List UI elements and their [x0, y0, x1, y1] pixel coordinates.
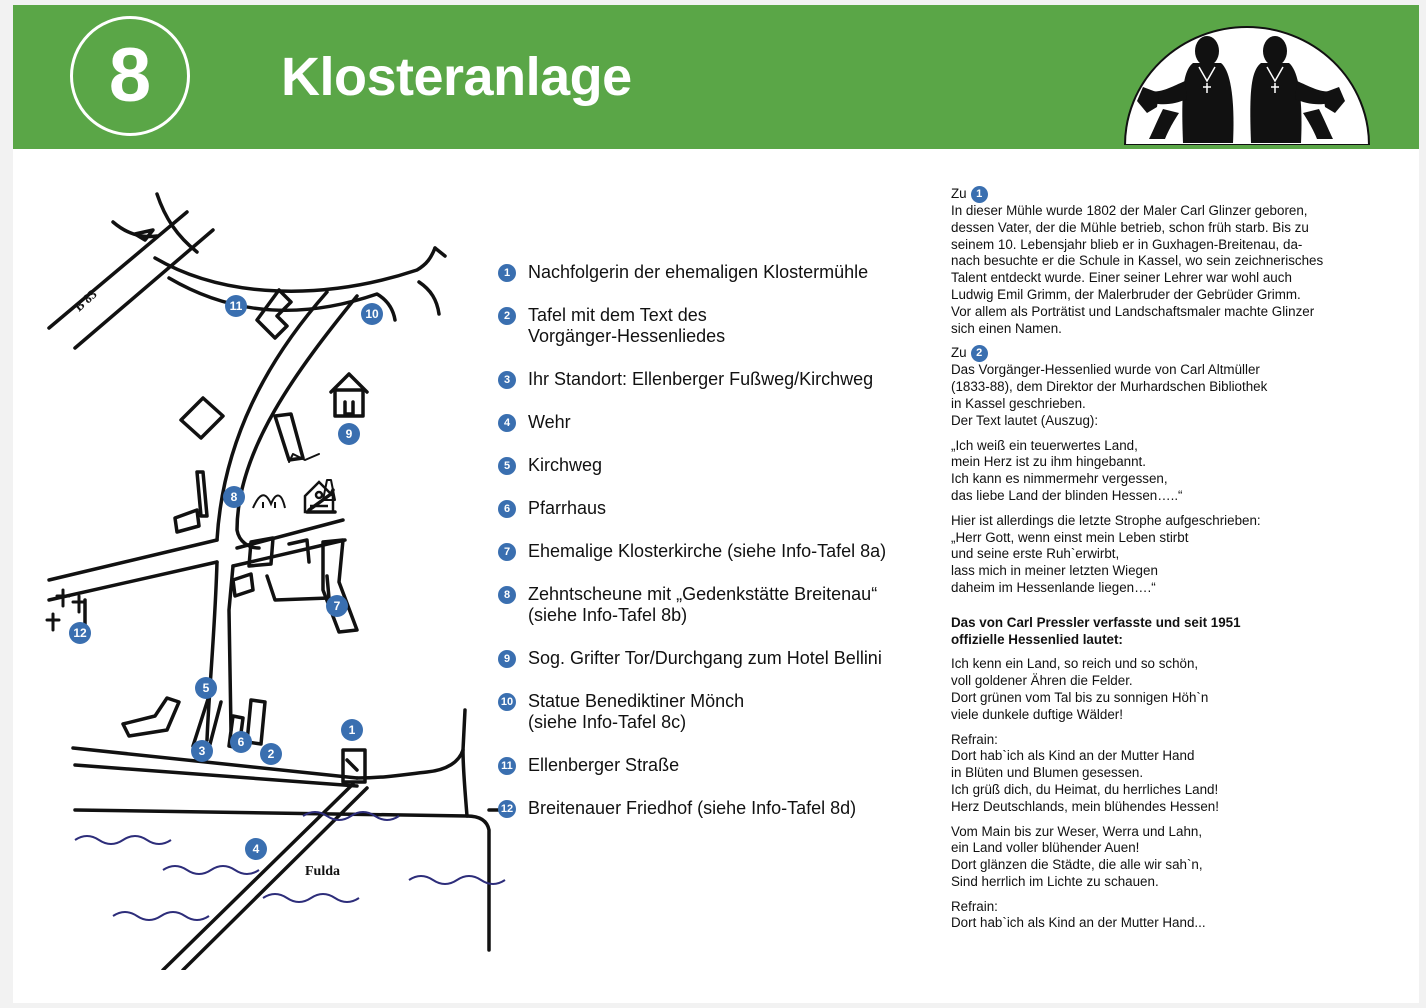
pressler-stanza-1: Ich kenn ein Land, so reich und so schön, voll goldener Ähren die Felder. Dort grünen vom Tal bis zu sonnigen Höh`n viele dunkele duftige Wälder!	[951, 656, 1209, 722]
legend-badge: 5	[498, 457, 516, 475]
legend-item: 10 Statue Benediktiner Mönch (siehe Info-Tafel 8c)	[498, 691, 948, 733]
legend-item: 11 Ellenberger Straße	[498, 755, 948, 776]
section-zu2-verse2: Hier ist allerdings die letzte Strophe aufgeschrieben: „Herr Gott, wenn einst mein Leben stirbt und seine erste Ruh`erwirbt, lass mich in meiner letzten Wiegen daheim im Hessenlande liegen….“	[951, 512, 1261, 595]
legend-badge: 12	[498, 800, 516, 818]
page-title: Klosteranlage	[281, 47, 632, 107]
map-marker-3	[191, 740, 213, 762]
site-map	[27, 190, 507, 970]
map-marker-7	[326, 595, 348, 617]
legend-item: 1 Nachfolgerin der ehemaligen Klostermühle	[498, 262, 948, 283]
pressler-stanza-2: Vom Main bis zur Weser, Werra und Lahn, ein Land voller blühender Auen! Dort glänzen die Städte, die alle wir sah`n, Sind herrlich im Lichte zu schauen.	[951, 823, 1203, 889]
legend-badge: 7	[498, 543, 516, 561]
section-badge: 1	[971, 186, 988, 203]
map-marker-2	[260, 743, 282, 765]
legend-badge: 4	[498, 414, 516, 432]
svg-text:1: 1	[348, 723, 356, 737]
info-text	[951, 186, 1351, 932]
road-label: B 83	[70, 286, 100, 315]
legend-item: 7 Ehemalige Klosterkirche (siehe Info-Tafel 8a)	[498, 541, 948, 562]
svg-text:8: 8	[230, 490, 238, 504]
svg-text:3: 3	[198, 744, 206, 758]
header-bar	[13, 5, 1419, 149]
map-marker-10	[361, 303, 383, 325]
svg-text:4: 4	[252, 842, 260, 856]
svg-text:11: 11	[229, 299, 243, 313]
legend-item: 3 Ihr Standort: Ellenberger Fußweg/Kirchweg	[498, 369, 948, 390]
river-label: Fulda	[305, 864, 341, 879]
legend-badge: 9	[498, 650, 516, 668]
map-marker-9	[338, 423, 360, 445]
pressler-refrain-2: Refrain: Dort hab`ich als Kind an der Mutter Hand...	[951, 898, 1206, 931]
section-zu1-text: In dieser Mühle wurde 1802 der Maler Carl Glinzer geboren, dessen Vater, der die Mühle betrieb, schon früh starb. Bis zu seinem 10. Lebensjahr blieb er in Guxhagen-Breitenau, da- nach besuchte er die Schule in Kassel, wo sein zeichnerisches Talent entdeckt wurde. Einer seiner Lehrer war wohl auch Ludwig Emil Grimm, der Malerbruder der Gebrüder Grimm. Vor allem als Porträtist und Landschaftsmaler machte Glinzer sich einen Namen.	[951, 203, 1324, 336]
legend-item: 9 Sog. Grifter Tor/Durchgang zum Hotel Bellini	[498, 648, 948, 669]
legend-badge: 1	[498, 264, 516, 282]
map-marker-12	[69, 622, 91, 644]
map-marker-11	[225, 295, 247, 317]
legend-item: 8 Zehntscheune mit „Gedenkstätte Breitenau“ (siehe Info-Tafel 8b)	[498, 584, 948, 626]
svg-text:2: 2	[267, 747, 275, 761]
legend-item: 5 Kirchweg	[498, 455, 948, 476]
section-heading-zu2: Zu 2	[951, 345, 1351, 362]
pressler-heading: Das von Carl Pressler verfasste und seit 1951 offizielle Hessenlied lautet:	[951, 614, 1241, 647]
legend-item: 6 Pfarrhaus	[498, 498, 948, 519]
legend-list	[498, 262, 948, 819]
section-heading-zu1: Zu 1	[951, 186, 1351, 203]
map-marker-5	[195, 677, 217, 699]
monks-emblem	[1123, 21, 1371, 145]
legend-badge: 11	[498, 757, 516, 775]
svg-text:10: 10	[365, 307, 379, 321]
map-marker-8	[223, 486, 245, 508]
svg-text:5: 5	[202, 681, 210, 695]
svg-text:12: 12	[73, 626, 87, 640]
svg-text:6: 6	[237, 735, 245, 749]
map-marker-1	[341, 719, 363, 741]
station-number: 8	[70, 16, 190, 136]
pressler-refrain-1: Refrain: Dort hab`ich als Kind an der Mutter Hand in Blüten und Blumen gesessen. Ich grüß dich, du Heimat, du herrliches Land! Herz Deutschlands, mein blühendes Hessen!	[951, 731, 1219, 814]
svg-text:9: 9	[345, 427, 353, 441]
section-zu2-verse1: „Ich weiß ein teuerwertes Land, mein Herz ist zu ihm hingebannt. Ich kann es nimmermehr vergessen, das liebe Land der blinden Hessen…..“	[951, 437, 1183, 503]
legend-badge: 8	[498, 586, 516, 604]
legend-badge: 10	[498, 693, 516, 711]
map-marker-6	[230, 731, 252, 753]
map-marker-4	[245, 838, 267, 860]
section-zu2-intro: Das Vorgänger-Hessenlied wurde von Carl Altmüller (1833-88), dem Direktor der Murhardschen Bibliothek in Kassel geschrieben. Der Text lautet (Auszug):	[951, 362, 1268, 428]
section-badge: 2	[971, 345, 988, 362]
legend-item: 4 Wehr	[498, 412, 948, 433]
svg-text:7: 7	[333, 599, 341, 613]
legend-badge: 2	[498, 307, 516, 325]
legend-item: 2 Tafel mit dem Text des Vorgänger-Hessenliedes	[498, 305, 948, 347]
legend-item: 12 Breitenauer Friedhof (siehe Info-Tafel 8d)	[498, 798, 948, 819]
legend-badge: 6	[498, 500, 516, 518]
legend-badge: 3	[498, 371, 516, 389]
